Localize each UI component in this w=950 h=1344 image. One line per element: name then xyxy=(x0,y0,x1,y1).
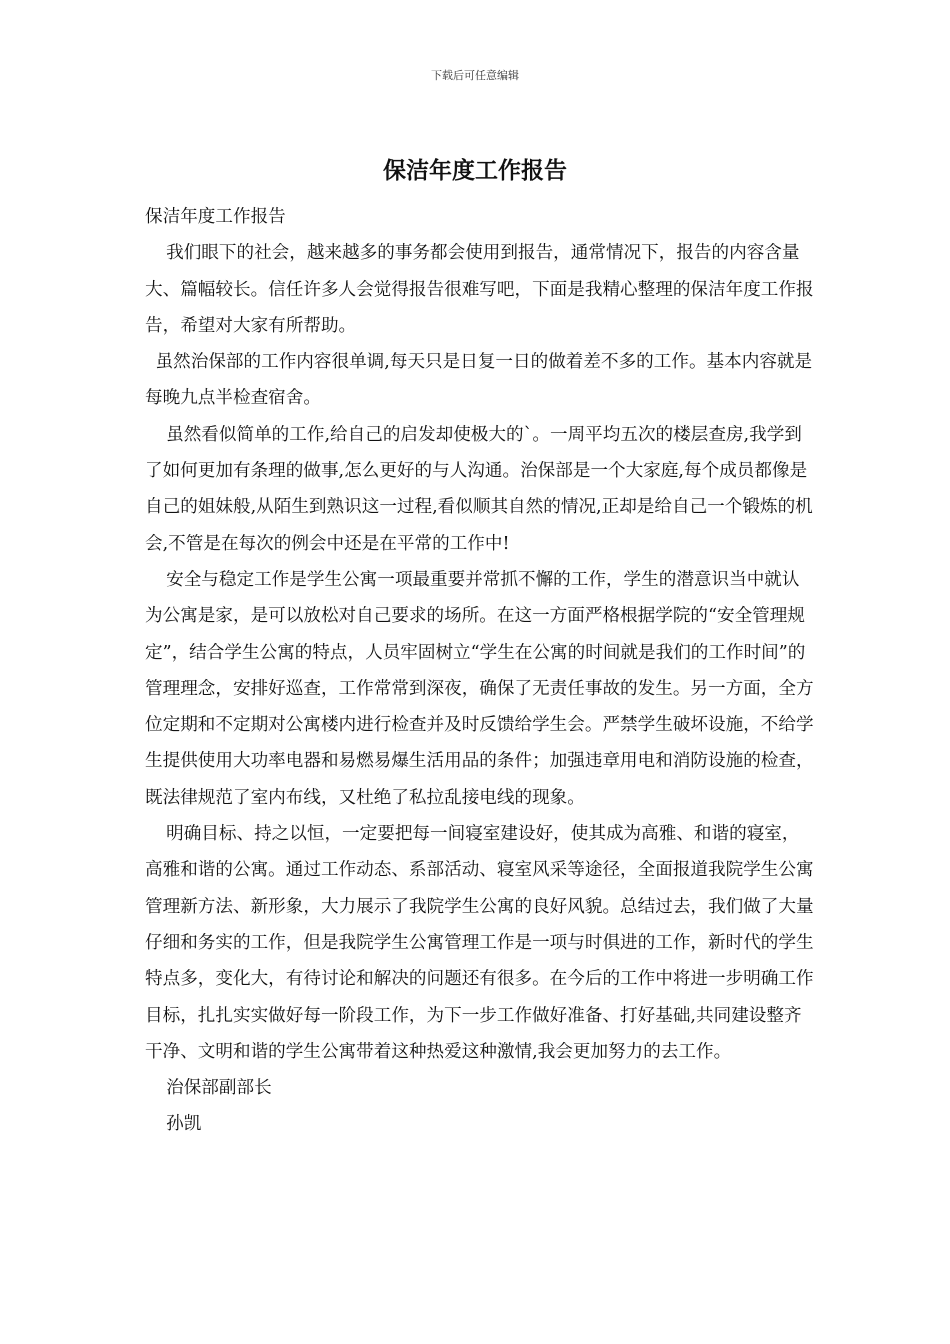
signature-title: 治保部副部长 xyxy=(166,1078,272,1099)
intro-paragraph: 我们眼下的社会，越来越多的事务都会使用到报告，通常情况下，报告的内容含量大、篇幅较长。信任许多人会觉得报告很难写吧，下面是我精心整理的保洁年度工作报告，希望对大家有所帮助。 xyxy=(145,243,814,336)
document-body xyxy=(145,199,817,1143)
body-paragraph: 安全与稳定工作是学生公寓一项最重要并常抓不懈的工作，学生的潜意识当中就认为公寓是家，是可以放松对自己要求的场所。在这一方面严格根据学院的“安全管理规定”，结合学生公寓的特点，人员牢固树立“学生在公寓的时间就是我们的工作时间”的管理理念，安排好巡查，工作常常到深夜，确保了无责任事故的发生。另一方面，全方位定期和不定期对公寓楼内进行检查并及时反馈给学生会。严禁学生破坏设施，不给学生提供使用大功率电器和易燃易爆生活用品的条件；加强违章用电和消防设施的检查，既法律规范了室内布线，又杜绝了私拉乱接电线的现象。 xyxy=(145,569,814,808)
document-title: 保洁年度工作报告 xyxy=(383,157,567,184)
subtitle-paragraph: 保洁年度工作报告 xyxy=(145,207,286,227)
signature-name: 孙凯 xyxy=(166,1114,202,1135)
body-paragraph: 虽然治保部的工作内容很单调,每天只是日复一日的做着差不多的工作。基本内容就是每晚九点半检查宿舍。 xyxy=(145,352,813,409)
body-paragraph: 虽然看似简单的工作,给自己的启发却使极大的`。一周平均五次的楼层查房,我学到了如何更加有条理的做事,怎么更好的与人沟通。治保部是一个大家庭,每个成员都像是自己的姐妹般,从陌生到熟识这一过程,看似顺其自然的情况,正却是给自己一个锻炼的机会,不管是在每次的例会中还是在平常的工作中! xyxy=(145,424,813,554)
page-header-note: 下载后可任意编辑 xyxy=(431,69,519,82)
body-paragraph: 明确目标、持之以恒，一定要把每一间寝室建设好，使其成为高雅、和谐的寝室，高雅和谐的公寓。通过工作动态、系部活动、寝室风采等途径，全面报道我院学生公寓管理新方法、新形象，大力展示了我院学生公寓的良好风貌。总结过去，我们做了大量仔细和务实的工作，但是我院学生公寓管理工作是一项与时俱进的工作，新时代的学生特点多，变化大，有待讨论和解决的问题还有很多。在今后的工作中将进一步明确工作目标，扎扎实实做好每一阶段工作，为下一步工作做好准备、打好基础,共同建设整齐干净、文明和谐的学生公寓带着这种热爱这种激情,我会更加努力的去工作。 xyxy=(145,824,814,1062)
